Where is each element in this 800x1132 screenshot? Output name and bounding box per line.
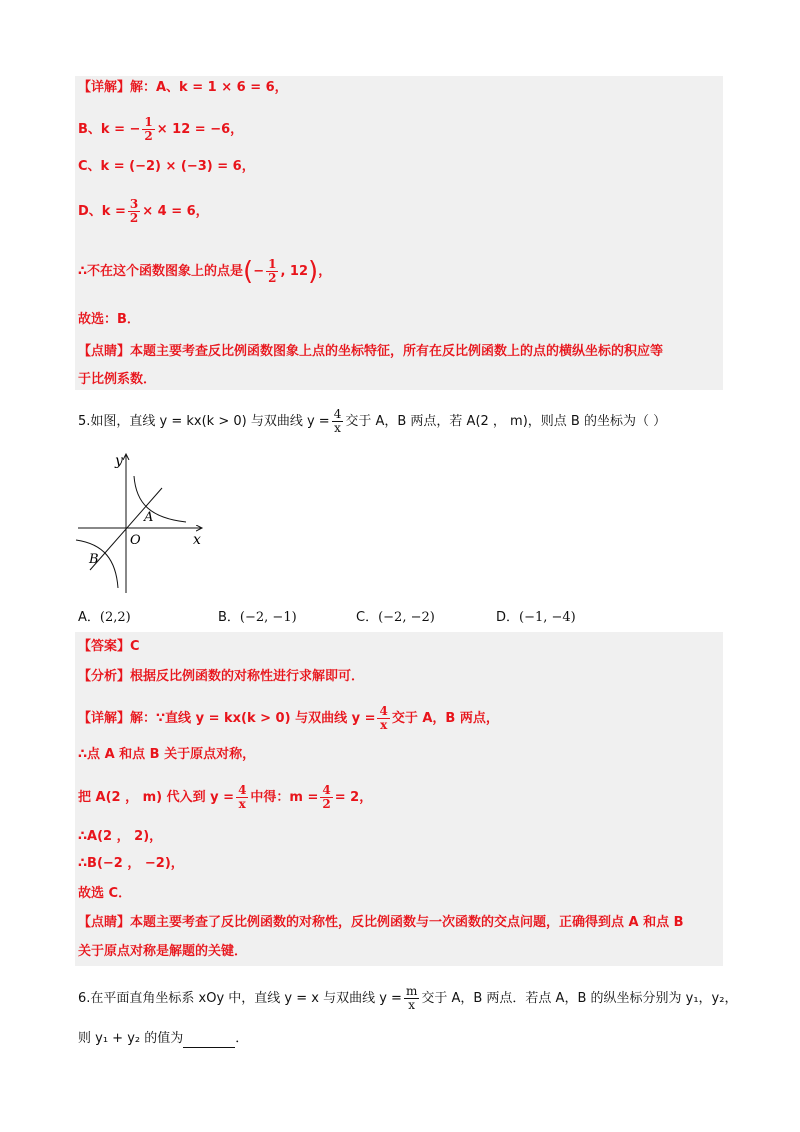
conclusion-line (78, 258, 331, 285)
denominator: x (238, 797, 246, 811)
q6-line2-b: ． (235, 1031, 249, 1046)
question-6-line-2 (78, 1030, 248, 1048)
detail-line-a: 【详解】解：A、k = 1 × 6 = 6， (78, 80, 288, 95)
fraction (236, 784, 248, 811)
numerator: 4 (379, 704, 388, 718)
left-paren: ( (243, 256, 254, 287)
point-b-line: ∴B(−2 ， −2)， (78, 856, 184, 871)
line-b-suffix: × 12 = −6， (156, 122, 244, 137)
hyperbola-branch-1 (134, 476, 186, 522)
denominator: 2 (144, 129, 153, 143)
numerator: 3 (129, 197, 139, 211)
line-d-prefix: D、k = (78, 204, 126, 219)
point-sign: − (253, 264, 265, 279)
option-a-label: A． (78, 610, 100, 625)
x-label: x (193, 532, 201, 548)
right-paren: ) (308, 256, 319, 287)
line-d-suffix: × 4 = 6， (142, 204, 209, 219)
denominator: 2 (322, 797, 331, 811)
sub-c: = 2， (334, 790, 373, 805)
detail-line-d (78, 198, 209, 225)
point-b-label: B (89, 552, 99, 567)
denominator: 2 (268, 271, 277, 285)
question-5-stem (78, 408, 666, 435)
option-b[interactable] (218, 606, 297, 625)
point-a-label: A (144, 510, 154, 525)
option-a[interactable] (78, 606, 131, 625)
option-a-value: (2,2) (99, 610, 131, 625)
option-b-value: (−2, −1) (239, 610, 297, 625)
symmetry-line: ∴点 A 和点 B 关于原点对称， (78, 747, 256, 762)
option-b-label: B． (218, 610, 240, 625)
detail-line-1 (78, 705, 499, 732)
fraction (377, 705, 389, 732)
numerator: 1 (268, 257, 277, 271)
q5-stem-a: 5.如图，直线 y = kx(k > 0) 与双曲线 y = (78, 414, 330, 429)
origin-label: O (130, 533, 141, 548)
numerator: 4 (238, 783, 247, 797)
point-a-line: ∴A(2 ， 2)， (78, 829, 163, 844)
option-d[interactable] (496, 606, 576, 625)
fraction (320, 784, 332, 811)
y-label: y (115, 453, 123, 469)
answer-line: 【答案】C (78, 639, 140, 654)
point-y: , 12 (280, 264, 309, 279)
hyperbola-graph (70, 448, 210, 598)
option-d-label: D． (496, 610, 520, 625)
q6-a: 6.在平面直角坐标系 xOy 中，直线 y = x 与双曲线 y = (78, 991, 402, 1006)
denominator: x (408, 998, 416, 1012)
fraction (266, 258, 278, 285)
choose-line: 故选 C． (78, 886, 132, 901)
option-c-value: (−2, −2) (378, 610, 435, 625)
comment-line-2: 于比例系数． (78, 372, 157, 387)
q5-stem-b: 交于 A，B 两点，若 A(2 ， m)，则点 B 的坐标为（ ） (345, 414, 667, 429)
fraction (142, 116, 154, 143)
detail-line-c: C、k = (−2) × (−3) = 6， (78, 159, 255, 174)
fraction (332, 408, 344, 435)
fraction (128, 198, 140, 225)
option-c-label: C． (356, 610, 379, 625)
denominator: 2 (129, 211, 139, 225)
detail-line-b (78, 116, 243, 143)
fraction (404, 985, 419, 1012)
detail-b: 交于 A，B 两点， (391, 711, 499, 726)
comment2-line-1: 【点睛】本题主要考查了反比例函数的对称性，反比例函数与一次函数的交点问题，正确得到点 A 和点 B (78, 915, 684, 930)
denominator: x (380, 718, 388, 732)
numerator: 1 (144, 115, 153, 129)
comment-line-1: 【点睛】本题主要考查反比例函数图象上点的坐标特征，所有在反比例函数上的点的横纵坐标的积应等 (78, 344, 664, 359)
denominator: x (334, 421, 341, 435)
question-6-line-1 (78, 985, 737, 1012)
sub-a: 把 A(2 ， m) 代入到 y = (78, 790, 235, 805)
answer-blank[interactable] (183, 1033, 235, 1048)
comment2-line-2: 关于原点对称是解题的关键． (78, 944, 248, 959)
numerator: 4 (333, 407, 342, 421)
line-b-prefix: B、k = − (78, 122, 141, 137)
option-d-value: (−1, −4) (519, 610, 576, 625)
q6-b: 交于 A，B 两点．若点 A，B 的纵坐标分别为 y₁，y₂， (421, 991, 738, 1006)
q6-line2-a: 则 y₁ + y₂ 的值为 (78, 1031, 184, 1046)
numerator: m (405, 984, 418, 998)
numerator: 4 (322, 783, 331, 797)
detail-a: 【详解】解：∵直线 y = kx(k > 0) 与双曲线 y = (78, 711, 376, 726)
substitution-line (78, 784, 372, 811)
analysis-line: 【分析】根据反比例函数的对称性进行求解即可． (78, 669, 365, 684)
choice-line: 故选：B． (78, 312, 140, 327)
conclusion-prefix: ∴不在这个函数图象上的点是 (78, 264, 244, 279)
option-c[interactable] (356, 606, 435, 625)
sub-b: 中得：m = (250, 790, 319, 805)
conclusion-suffix: ， (318, 264, 332, 279)
